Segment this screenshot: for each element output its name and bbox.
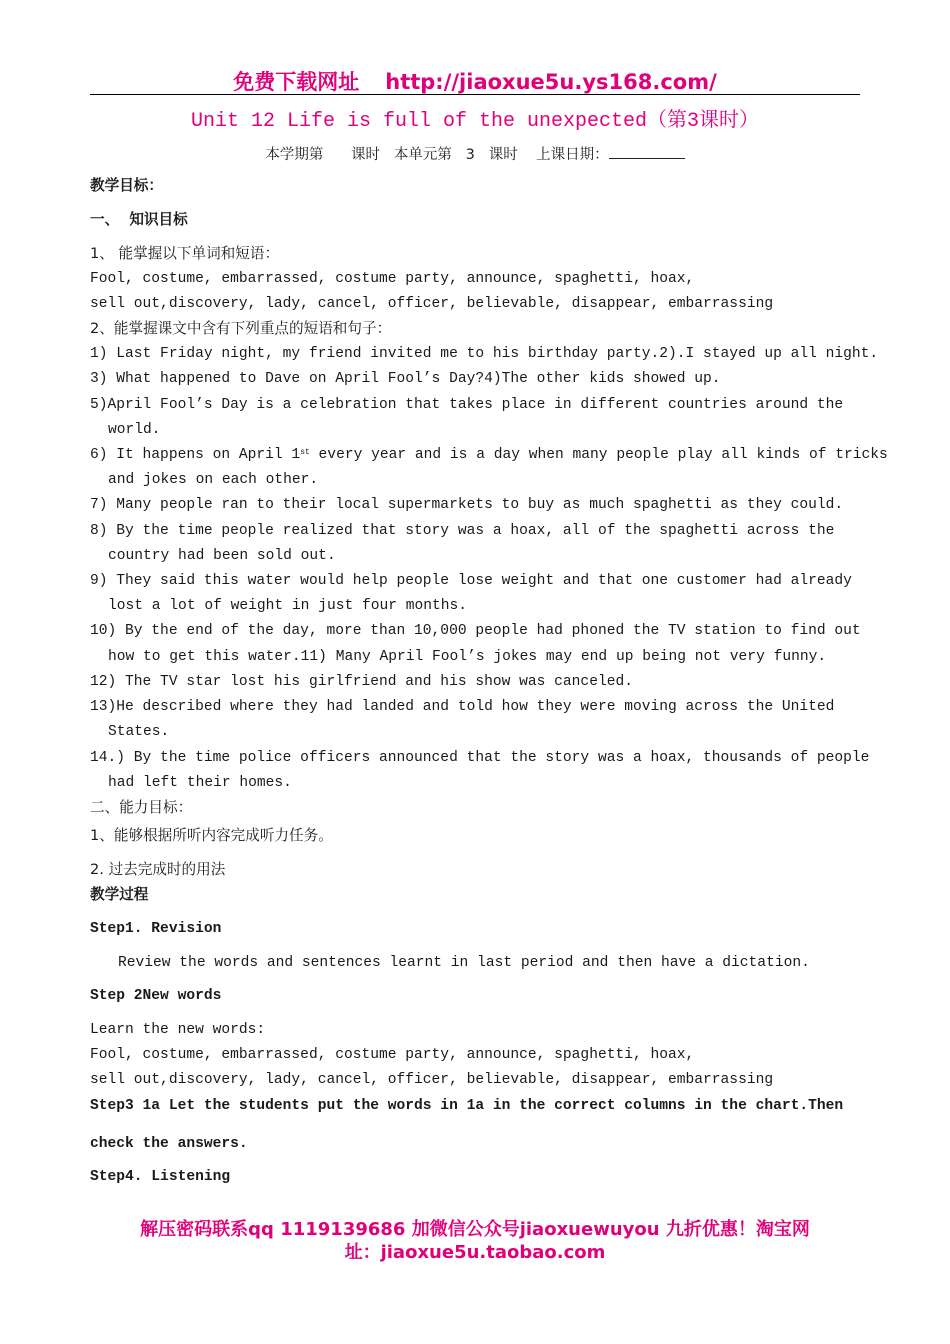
sentence-6: [90, 446, 888, 464]
sentence-12: 12) The TV star lost his girlfriend and his show was canceled.: [90, 674, 633, 690]
date-blank: [609, 144, 685, 159]
step-2-vocab-line-2: sell out,discovery, lady, cancel, officer, believable, disappear, embarrassing: [90, 1072, 774, 1088]
meta-unit-lesson: 本单元第: [393, 147, 452, 163]
vocab-line-2: sell out,discovery, lady, cancel, officer, believable, disappear, embarrassing: [90, 296, 774, 312]
step-2-vocab-line-1: Fool, costume, embarrassed, costume party, announce, spaghetti, hoax,: [90, 1047, 695, 1063]
step-1-heading: Step1. Revision: [90, 921, 222, 937]
meta-semester: 本学期第: [265, 147, 324, 163]
step-3-heading: Step3 1a Let the students put the words in 1a in the correct columns in the chart.Then: [90, 1098, 844, 1114]
meta-date-label: 上课日期：: [536, 147, 609, 163]
knowledge-heading: 一、 知识目标: [90, 211, 188, 228]
sentence-6-end: every year and is a day when many people play all kinds of tricks: [309, 447, 888, 463]
step-2-text: Learn the new words:: [90, 1022, 266, 1038]
download-label: 免费下载网址: [233, 70, 360, 94]
step-3-cont: check the answers.: [90, 1136, 248, 1152]
ability-item-1: 1、能够根据所听内容完成听力任务。: [90, 827, 333, 844]
footer-contact: [0, 1218, 950, 1264]
sentence-13: 13)He described where they had landed and told how they were moving across the United: [90, 699, 835, 715]
sentence-9: 9) They said this water would help people lose weight and that one customer had already: [90, 573, 852, 589]
sentence-8-cont: country had been sold out.: [108, 548, 336, 564]
sentence-8: 8) By the time people realized that story was a hoax, all of the spaghetti across the: [90, 523, 835, 539]
sentence-10-cont: how to get this water.11) Many April Fool’s jokes may end up being not very funny.: [108, 649, 827, 665]
meta-unit-lesson-number: 3: [465, 147, 475, 163]
meta-lesson-2: 课时: [488, 147, 518, 163]
sentence-5: 5)April Fool’s Day is a celebration that takes place in different countries around the: [90, 397, 844, 413]
sentence-14-cont: had left their homes.: [108, 775, 292, 791]
ordinal-suffix: st: [300, 448, 310, 457]
header-divider: [90, 94, 860, 95]
step-1-text: Review the words and sentences learnt in last period and then have a dictation.: [118, 955, 810, 971]
sentence-3: 3) What happened to Dave on April Fool’s Day?4)The other kids showed up.: [90, 371, 721, 387]
sentence-7: 7) Many people ran to their local supermarkets to buy as much spaghetti as they could.: [90, 497, 844, 513]
vocab-line-1: Fool, costume, embarrassed, costume party, announce, spaghetti, hoax,: [90, 271, 695, 287]
knowledge-item-2: 2、能掌握课文中含有下列重点的短语和句子：: [90, 320, 392, 337]
sentence-14: 14.) By the time police officers announced that the story was a hoax, thousands of people: [90, 750, 870, 766]
sentence-1: 1) Last Friday night, my friend invited me to his birthday party.2).I stayed up all night.: [90, 346, 879, 362]
page-title: Unit 12 Life is full of the unexpected（第3课时）: [190, 110, 760, 133]
process-heading: 教学过程: [90, 886, 149, 903]
sentence-5-cont: world.: [108, 422, 161, 438]
sentence-13-cont: States.: [108, 724, 170, 740]
ability-item-2: 2. 过去完成时的用法: [90, 861, 226, 878]
footer-line-1: 解压密码联系qq 1119139686 加微信公众号jiaoxuewuyou 九折优惠！淘宝网: [140, 1219, 810, 1240]
step-2-heading: Step 2New words: [90, 988, 222, 1004]
download-url-link[interactable]: http://jiaoxue5u.ys168.com/: [385, 70, 717, 94]
sentence-10: 10) By the end of the day, more than 10,000 people had phoned the TV station to find out: [90, 623, 861, 639]
objectives-heading: 教学目标：: [90, 177, 163, 194]
lesson-meta: [0, 143, 950, 164]
footer-line-2[interactable]: 址：jiaoxue5u.taobao.com: [344, 1242, 606, 1263]
download-header: [0, 66, 950, 96]
ability-heading: 二、能力目标：: [90, 799, 193, 816]
sentence-6-cont: and jokes on each other.: [108, 472, 319, 488]
meta-lesson: 课时: [351, 147, 380, 163]
sentence-9-cont: lost a lot of weight in just four months.: [108, 598, 468, 614]
step-4-heading: Step4. Listening: [90, 1169, 231, 1185]
sentence-6-start: 6) It happens on April 1: [90, 447, 301, 463]
knowledge-item-1: 1、 能掌握以下单词和短语：: [90, 245, 280, 262]
